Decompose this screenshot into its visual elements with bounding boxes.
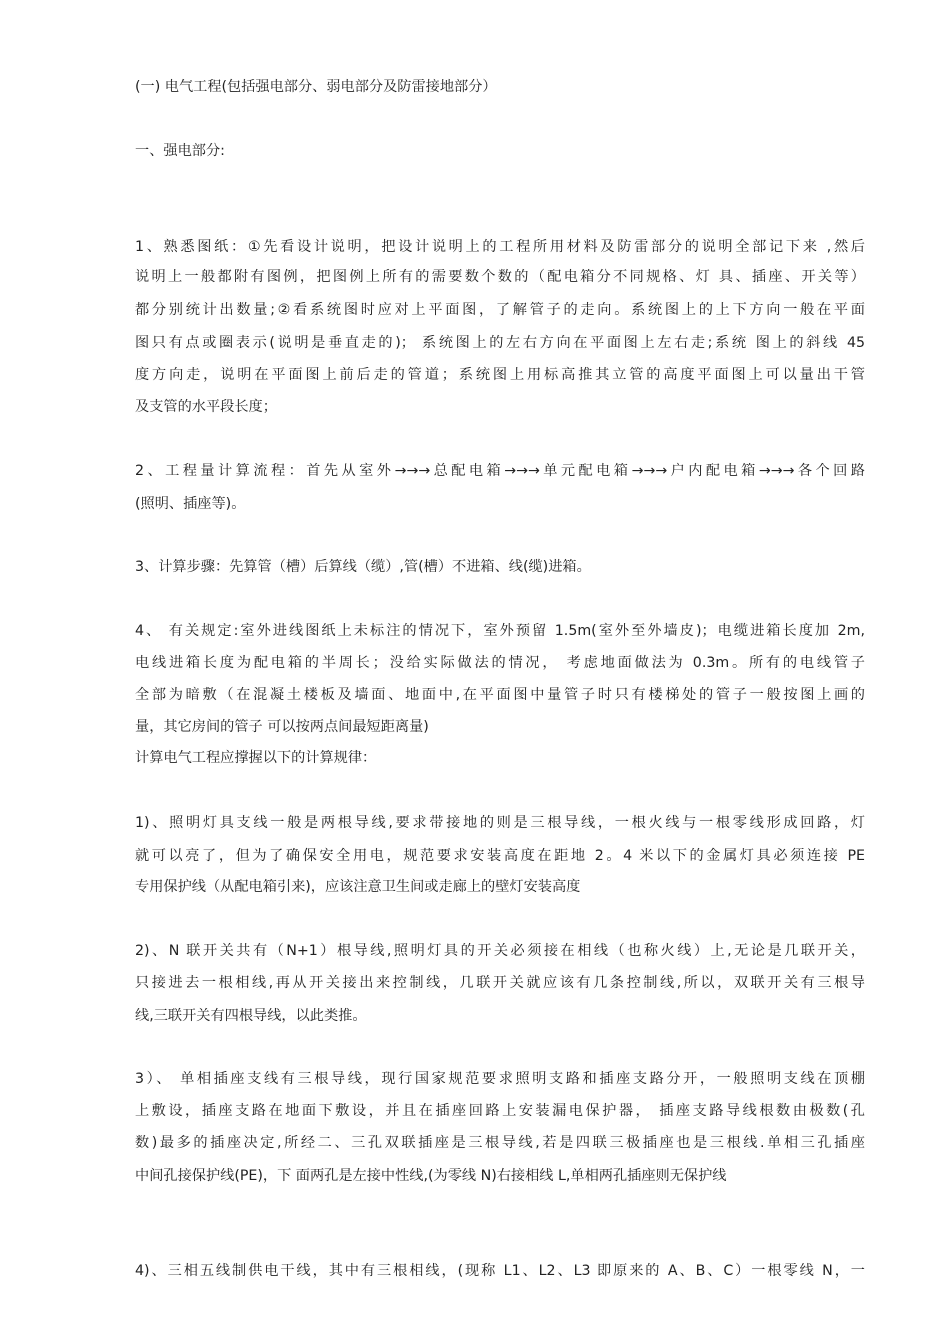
paragraph-3-line-1: 3、计算步骤：先算管（槽）后算线（缆）,管(槽）不进箱、线(缆)进箱。 [135, 559, 591, 575]
subsection-heading: 一、强电部分: [135, 143, 225, 159]
rule-3-line-4: 中间孔接保护线(PE)，下 面两孔是左接中性线,(为零线 N)右接相线 L,单相两孔插座则无保护线 [135, 1168, 727, 1184]
rule-3-line-2: 上敷设，插座支路在地面下敷设，并且在插座回路上安装漏电保护器， 插座支路导线根数由极数(孔 [135, 1103, 865, 1119]
paragraph-1-line-4: 图只有点或圈表示(说明是垂直走的)； 系统图上的左右方向在平面图上左右走;系统 图上的斜线 45 [135, 335, 865, 351]
paragraph-5-line-1: 计算电气工程应撑握以下的计算规律： [135, 750, 377, 766]
paragraph-2-line-2: (照明、插座等)。 [135, 496, 246, 512]
paragraph-4-line-2: 电线进箱长度为配电箱的半周长；没给实际做法的情况， 考虑地面做法为 0.3m。所有的电线管子 [135, 655, 865, 671]
rule-3-line-1: 3）、 单相插座支线有三根导线，现行国家规范要求照明支路和插座支路分开，一般照明支线在顶棚 [135, 1071, 865, 1087]
paragraph-1-line-3: 都分别统计出数量;②看系统图时应对上平面图，了解管子的走向。系统图上的上下方向一般在平面 [135, 302, 865, 318]
rule-2-line-3: 线,三联开关有四根导线，以此类推。 [135, 1008, 367, 1024]
rule-1-line-2: 就可以亮了，但为了确保安全用电，规范要求安装高度在距地 2。4 米以下的金属灯具必须连接 PE [135, 848, 865, 864]
rule-2-line-1: 2)、N 联开关共有（N+1）根导线,照明灯具的开关必须接在相线（也称火线）上,无论是几联开关， [135, 943, 865, 959]
rule-1-line-3: 专用保护线（从配电箱引来)，应该注意卫生间或走廊上的壁灯安装高度 [135, 879, 581, 895]
paragraph-4-line-4: 量，其它房间的管子 可以按两点间最短距离量) [135, 719, 429, 735]
paragraph-2-line-1: 2、工程量计算流程：首先从室外→→→总配电箱→→→单元配电箱→→→户内配电箱→→→各个回路 [135, 463, 865, 479]
section-heading: (一) 电气工程(包括强电部分、弱电部分及防雷接地部分） [135, 79, 497, 95]
paragraph-1-line-5: 度方向走，说明在平面图上前后走的管道；系统图上用标高推其立管的高度平面图上可以量出干管 [135, 367, 865, 383]
paragraph-1-line-6: 及支管的水平段长度； [135, 399, 277, 415]
paragraph-4-line-3: 全部为暗敷（在混凝土楼板及墙面、地面中,在平面图中量管子时只有楼梯处的管子一般按图上画的 [135, 687, 865, 703]
paragraph-1-line-2: 说明上一般都附有图例，把图例上所有的需要数个数的（配电箱分不同规格、灯 具、插座、开关等） [135, 269, 865, 285]
rule-1-line-1: 1)、照明灯具支线一般是两根导线,要求带接地的则是三根导线，一根火线与一根零线形成回路，灯 [135, 815, 865, 831]
rule-3-line-3: 数)最多的插座决定,所经二、三孔双联插座是三根导线,若是四联三极插座也是三根线.单相三孔插座 [135, 1135, 865, 1151]
rule-4-line-1: 4)、三相五线制供电干线，其中有三根相线，(现称 L1、L2、L3 即原来的 A、B、C）一根零线 N，一 [135, 1263, 865, 1279]
paragraph-1-line-1: 1、熟悉图纸：①先看设计说明，把设计说明上的工程所用材料及防雷部分的说明全部记下来 ,然后 [135, 239, 865, 255]
rule-2-line-2: 只接进去一根相线,再从开关接出来控制线，几联开关就应该有几条控制线,所以，双联开关有三根导 [135, 975, 865, 991]
paragraph-4-line-1: 4、 有关规定:室外进线图纸上未标注的情况下，室外预留 1.5m(室外至外墙皮)；电缆进箱长度加 2m, [135, 623, 865, 639]
